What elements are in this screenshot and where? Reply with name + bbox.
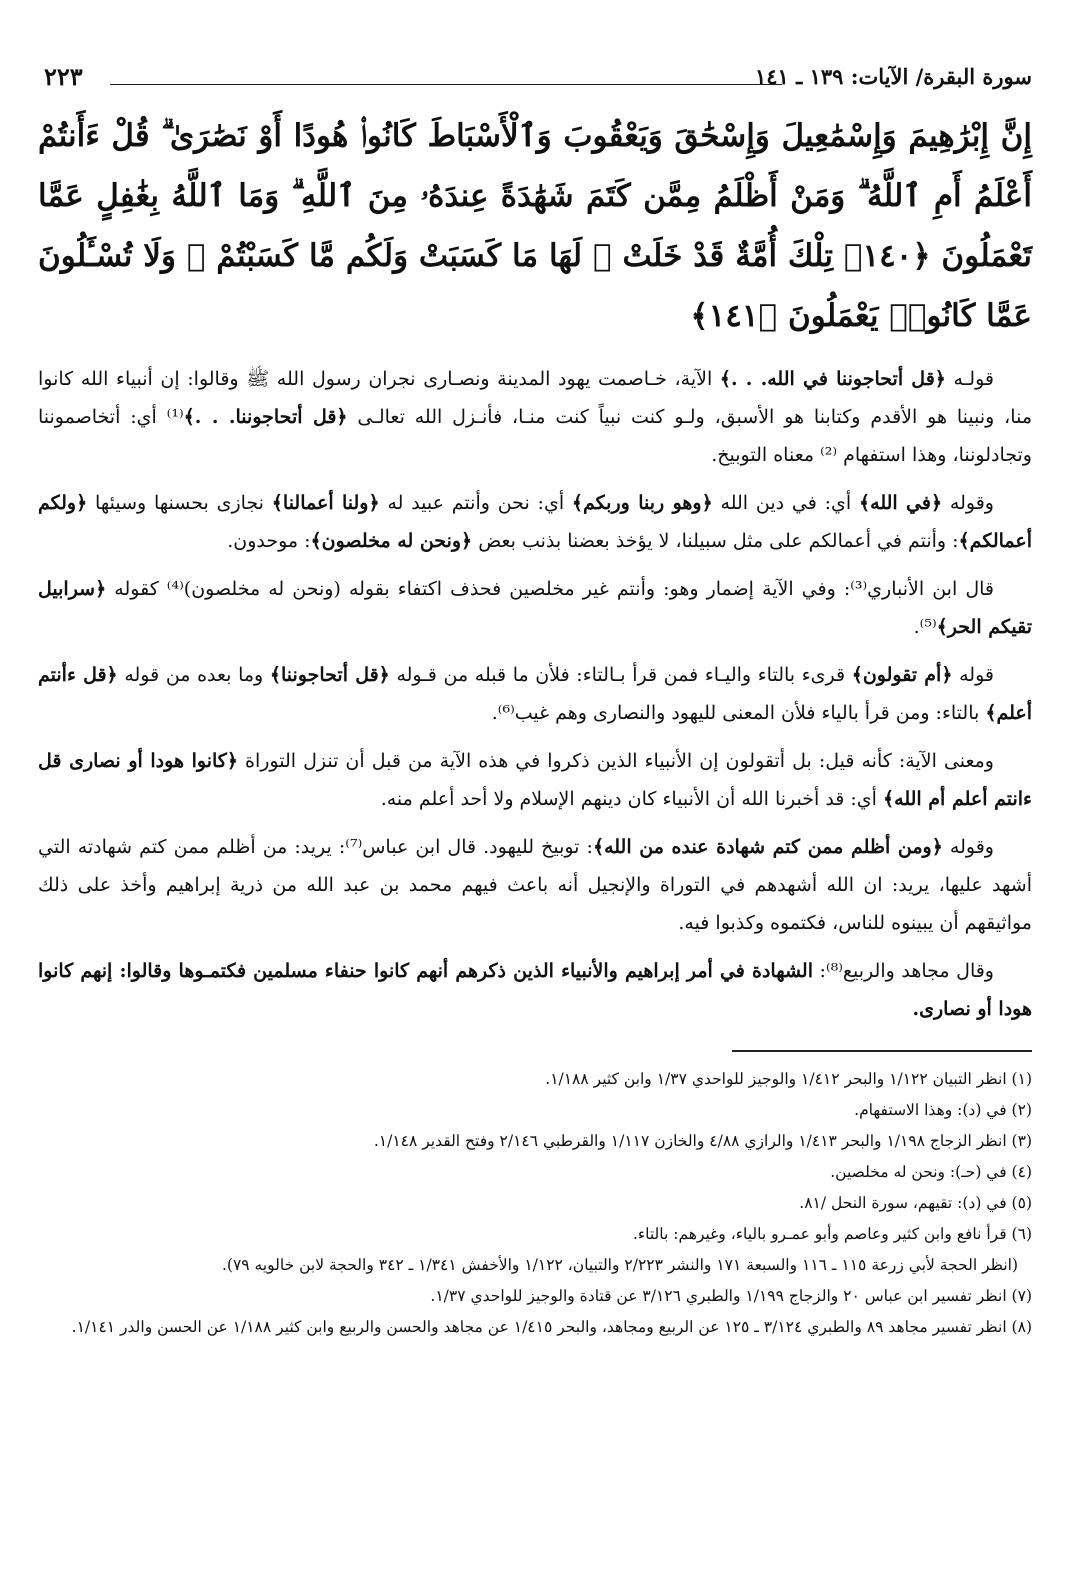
footnote: (٢) في (د): وهذا الاستفهام. [854, 1101, 1032, 1119]
page [38, 60, 1032, 1343]
footnote: (٤) في (حـ): ونحن له مخلصين. [830, 1163, 1032, 1181]
quoted-text: ﴿في الله﴾ [859, 492, 943, 514]
paragraph-text: قال ابن الأنباري⁽³⁾: وفي الآية إضمار وهو: وأنتم غير مخلصين فحذف اكتفاء بقوله (ونحن له مخلصون)⁽⁴⁾ كقوله [106, 578, 994, 600]
commentary-paragraph [38, 656, 1032, 732]
paragraph-text: وقوله [942, 492, 994, 514]
quoted-text: ﴿كانوا هودا أو نصارى قل ءانتم أعلم أم الله﴾ [38, 750, 1032, 810]
commentary-paragraph [38, 570, 1032, 646]
paragraph-text: الآية، خـاصمت يهود المدينة ونصـارى نجران رسول الله ﷺ وقالوا: إن أنبياء الله كانوا منا، ونبينا هو الأقدم وكتابنا هو الأسبق، ولـو كنت نبياً كنت منـا، فأنـزل الله تعالـى [38, 368, 1033, 428]
footnote: (انظر الحجة لأبي زرعة ١١٥ ـ ١١٦ والسبعة ١٧١ والنشر ٢/٢٢٣ والتبيان، ١/١٢٢ والأخفش ١/٣٤١ ـ ٣٤٢ والحجة لابن خالويه ٧٩). [221, 1256, 1018, 1274]
footnote: (٥) في (د): تقيهم، سورة النحل /٨١. [799, 1194, 1032, 1212]
footnotes [38, 1064, 1032, 1343]
commentary-paragraph [38, 484, 1032, 560]
quoted-text: ﴿وهو ربنا وربكم﴾ [571, 492, 713, 514]
quoted-text: ﴿ولنا أعمالنا﴾ [271, 492, 380, 514]
quoted-text: ﴿ولكم أعمالكم﴾ [38, 492, 1032, 552]
quoted-text: الشهادة في أمر إبراهيم والأنبياء الذين ذكرهم أنهم كانوا حنفاء مسلمين فكتمـوها وقالوا: إنهم كانوا هودا أو نصارى. [38, 960, 1032, 1020]
footnote: (٧) انظر تفسير ابن عباس ٢٠ والزجاج ١/١٩٩ والطبري ٣/١٢٦ عن قتادة والوجيز للواحدي ١/٣٧. [430, 1287, 1032, 1305]
footnote: (١) انظر التبيان ١/١٢٢ والبحر ١/٤١٢ والوجيز للواحدي ١/٣٧ وابن كثير ١/١٨٨. [545, 1070, 1032, 1088]
page-header [38, 60, 1032, 102]
paragraph-text: وما بعده من قوله [117, 664, 270, 686]
paragraph-text: : موحدون. [227, 530, 311, 552]
paragraph-text: : توبيخ لليهود. قال ابن عباس⁽⁷⁾: يريد: من أظلم ممن كتم شهادته التي أشهد عليها، يريد: ان الله أشهدهم في التوراة والإنجيل أنه باعث فيهم محمد بن عبد الله من ذرية إبراهيم وأخذ على ذلك مواثيقهم أن يبينوه للناس، فكتموه وكذبوا فيه. [38, 836, 1032, 934]
commentary-paragraph [38, 742, 1032, 818]
footnote: (٦) قرأ نافع وابن كثير وعاصم وأبو عمـرو بالياء، وغيرهم: بالتاء. [632, 1225, 1032, 1243]
quoted-text: ﴿ونحن له مخلصون﴾ [310, 530, 473, 552]
commentary-body [38, 360, 1032, 1028]
commentary-paragraph [38, 828, 1032, 942]
quoted-text: ﴿قل أتحاجوننا. . .﴾ [183, 406, 348, 428]
paragraph-text: قولـه [945, 368, 994, 390]
commentary-paragraph [38, 360, 1032, 474]
footnote-separator [732, 1050, 1032, 1052]
paragraph-text: قرىء بالتاء واليـاء فمن قرأ بـالتاء: فلأن ما قبله من قـوله [389, 664, 852, 686]
quoted-text: ﴿قل أتحاجوننا في الله. . .﴾ [719, 368, 946, 390]
paragraph-text: : وأنتم في أعمالكم على مثل سبيلنا، لا يؤخذ بعضنا بذنب بعض [472, 530, 959, 552]
paragraph-text: بالتاء: ومن قرأ بالياء فلأن المعنى لليهود والنصارى وهم غيب⁽⁶⁾. [491, 702, 986, 724]
paragraph-text: وقال مجاهد والربيع⁽⁸⁾: [812, 960, 994, 982]
paragraph-text: ⁽¹⁾ أي: أتخاصموننا وتجادلوننا، وهذا استفهام ⁽²⁾ معناه التوبيخ. [38, 406, 1032, 466]
quoted-text: ﴿قل ءأنتم أعلم﴾ [38, 664, 1032, 724]
running-title: سورة البقرة/ الآيات: ١٣٩ ـ ١٤١ [754, 64, 1032, 89]
header-rule [110, 84, 782, 85]
paragraph-text: نجازى بحسنها وسيئها [87, 492, 272, 514]
paragraph-text: أي: قد أخبرنا الله أن الأنبياء كان دينهم الإسلام ولا أحد أعلم منه. [380, 788, 883, 810]
paragraph-text: ⁽⁵⁾. [913, 616, 937, 638]
paragraph-text: وقوله [942, 836, 994, 858]
paragraph-text: أي: في دين الله [712, 492, 859, 514]
footnote: (٣) انظر الزجاج ١/١٩٨ والبحر ١/٤١٣ والرازي ٤/٨٨ والخازن ١/١١٧ والقرطبي ٢/١٤٦ وفتح القدير ١/١٤٨. [373, 1132, 1032, 1150]
quoted-text: ﴿سرابيل تقيكم الحر﴾ [38, 578, 1032, 638]
page-number: ٢٢٣ [44, 62, 83, 91]
quoted-text: ﴿قل أتحاجوننا﴾ [269, 664, 390, 686]
footnote: (٨) انظر تفسير مجاهد ٨٩ والطبري ٣/١٢٤ ـ ١٢٥ عن الربيع ومجاهد، والبحر ١/٤١٥ عن مجاهد والحسن والربيع وابن كثير ١/١٨٨ عن الحسن والدر ١/١٤١. [71, 1318, 1032, 1336]
commentary-paragraph [38, 952, 1032, 1028]
quran-verses: إِنَّ إِبْرَٰهِيمَ وَإِسْمَٰعِيلَ وَإِسْحَٰقَ وَيَعْقُوبَ وَٱلْأَسْبَاطَ كَانُوا۟ هُودًا أَوْ نَصَٰرَىٰ ۗ قُلْ ءَأَنتُمْ أَعْلَمُ أَمِ ٱللَّهُ ۗ وَمَنْ أَظْلَمُ مِمَّن كَتَمَ شَهَٰدَةً عِندَهُۥ مِنَ ٱللَّهِ ۗ وَمَا ٱللَّهُ بِغَٰفِلٍ عَمَّا تَعْمَلُونَ ﴿١٤٠﴾ تِلْكَ أُمَّةٌ قَدْ خَلَتْ ۖ لَهَا مَا كَسَبَتْ وَلَكُم مَّا كَسَبْتُمْ ۖ وَلَا تُسْـَٔلُونَ عَمَّا كَانُوا۟ يَعْمَلُونَ ﴿١٤١﴾ [38, 118, 1032, 334]
quoted-text: ﴿أم تقولون﴾ [851, 664, 953, 686]
quoted-text: ﴿ومن أظلم ممن كتم شهادة عنده من الله﴾ [592, 836, 943, 858]
paragraph-text: قوله [952, 664, 994, 686]
paragraph-text: أي: نحن وأنتم عبيد له [379, 492, 572, 514]
paragraph-text: ومعنى الآية: كأنه قيل: بل أتقولون إن الأنبياء الذين ذكروا في هذه الآية من قبل أن تنزل التوراة [237, 750, 994, 772]
